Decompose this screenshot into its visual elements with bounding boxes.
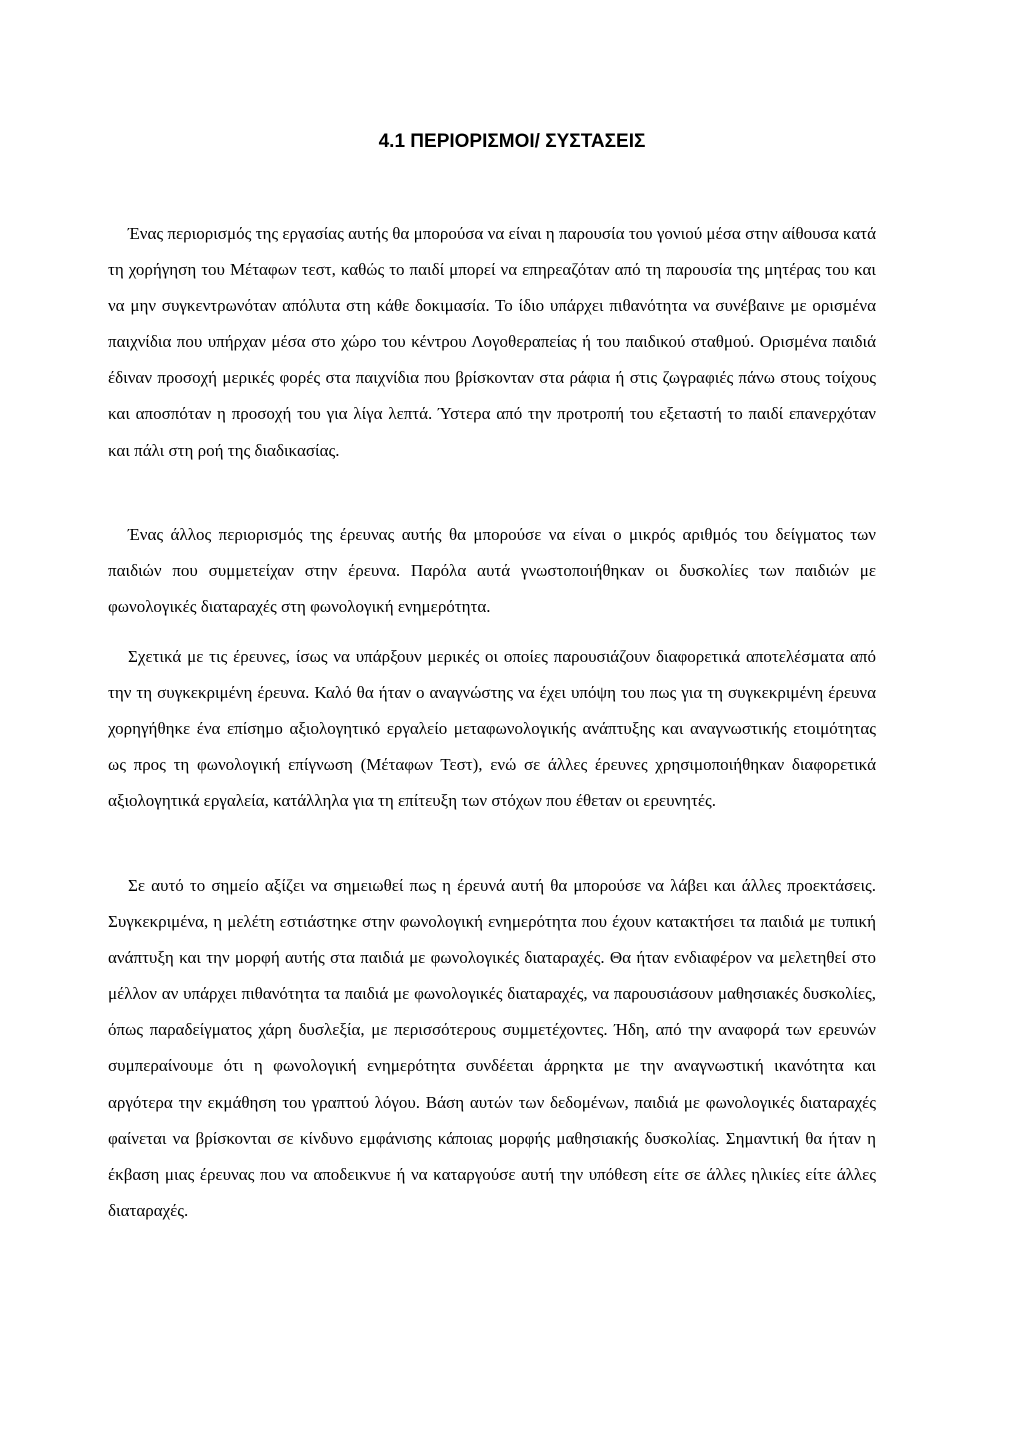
paragraph-future-extensions: Σε αυτό το σημείο αξίζει να σημειωθεί πως η έρευνά αυτή θα μπορούσε να λάβει και άλλες προεκτάσεις. Συγκεκριμένα, η μελέτη εστιάστηκε στην φωνολογική ενημερότητα που έχουν κατακτήσει τα παιδιά με τυπική ανάπτυξη και την μορφή αυτής στα παιδιά με φωνολογικές διαταραχές. Θα ήταν ενδιαφέρον να μελετηθεί στο μέλλον αν υπάρχει πιθανότητα τα παιδιά με φωνολογικές διαταραχές, να παρουσιάσουν μαθησιακές δυσκολίες, όπως παραδείγματος χάρη δυσλεξία, με περισσότερους συμμετέχοντες. Ήδη, από την αναφορά των ερευνών συμπεραίνουμε ότι η φωνολογική ενημερότητα συνδέεται άρρηκτα με την αναγνωστική ικανότητα και αργότερα την εκμάθηση του γραπτού λόγου. Βάση αυτών των δεδομένων, παιδιά με φωνολογικές διαταραχές φαίνεται να βρίσκονται σε κίνδυνο εμφάνισης κάποιας μορφής μαθησιακής δυσκολίας. Σημαντική θα ήταν η έκβαση μιας έρευνας που να αποδεικνυε ή να καταργούσε αυτή την υπόθεση είτε σε άλλες ηλικίες είτε άλλες διαταραχές. xyxy=(108,876,876,1220)
section-heading: 4.1 ΠΕΡΙΟΡΙΣΜΟΙ/ ΣΥΣΤΑΣΕΙΣ xyxy=(378,131,646,152)
paragraph-other-research: Σχετικά με τις έρευνες, ίσως να υπάρξουν μερικές οι οποίες παρουσιάζουν διαφορετικά αποτελέσματα από την τη συγκεκριμένη έρευνα. Καλό θα ήταν ο αναγνώστης να έχει υπόψη του πως για τη συγκεκριμένη έρευνα χορηγήθηκε ένα επίσημο αξιολογητικό εργαλείο μεταφωνολογικής ανάπτυξης και αναγνωστικής ετοιμότητας ως προς τη φωνολογική επίγνωση (Μέταφων Τεστ), ενώ σε άλλες έρευνες χρησιμοποιήθηκαν διαφορετικά αξιολογητικά εργαλεία, κατάλληλα για τη επίτευξη των στόχων που έθεταν οι ερευνητές. xyxy=(108,647,876,811)
paragraph-limitations-parent-presence: Ένας περιορισμός της εργασίας αυτής θα μπορούσα να είναι η παρουσία του γονιού μέσα στην αίθουσα κατά τη χορήγηση του Μέταφων τεστ, καθώς το παιδί μπορεί να επηρεαζόταν από τη παρουσία της μητέρας του και να μην συγκεντρωνόταν απόλυτα στη κάθε δοκιμασία. Το ίδιο υπάρχει πιθανότητα να συνέβαινε με ορισμένα παιχνίδια που υπήρχαν μέσα στο χώρο του κέντρου Λογοθεραπείας ή του παιδικού σταθμού. Ορισμένα παιδιά έδιναν προσοχή μερικές φορές στα παιχνίδια που βρίσκονταν στα ράφια ή στις ζωγραφιές πάνω στους τοίχους και αποσπόταν η προσοχή του για λίγα λεπτά. Ύστερα από την προτροπή του εξεταστή το παιδί επανερχόταν και πάλι στη ροή της διαδικασίας. xyxy=(108,224,876,460)
paragraph-limitations-sample-size: Ένας άλλος περιορισμός της έρευνας αυτής θα μπορούσε να είναι ο μικρός αριθμός του δείγματος των παιδιών που συμμετείχαν στην έρευνα. Παρόλα αυτά γνωστοποιήθηκαν οι δυσκολίες των παιδιών με φωνολογικές διαταραχές στη φωνολογική ενημερότητα. xyxy=(108,525,876,617)
